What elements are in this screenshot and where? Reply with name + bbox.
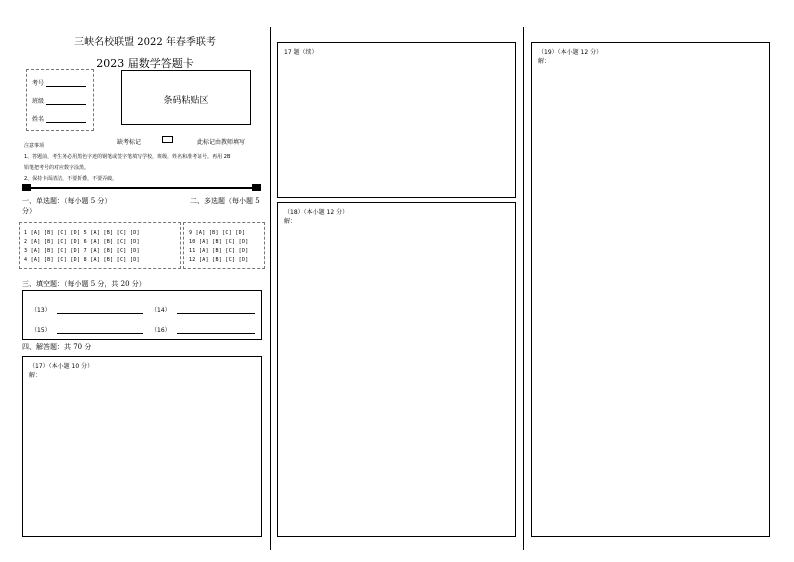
section2-title-a: 二、多选题（每小题 5 [190,197,260,205]
mc-row[interactable]: 1 [A] [B] [C] [D] 5 [A] [B] [C] [D] [24,230,140,236]
fill-item-16[interactable] [151,325,255,334]
fill-line [57,328,143,334]
answer-box-19[interactable] [531,42,770,537]
fill-label-16: （16） [151,327,171,334]
header-title-line2: 2023 届数学答题卡 [96,57,194,70]
fill-line [57,308,143,314]
name-label: 姓名 [32,116,45,123]
single-choice-grid [19,222,181,269]
name-row [32,114,86,123]
section3-title: 三、填空题：（每小题 5 分，共 20 分） [22,280,146,288]
barcode-area [121,70,251,125]
notice-line2: 铅笔把考号的对应数字涂黑。 [24,165,90,171]
mc-row[interactable]: 2 [A] [B] [C] [D] 6 [A] [B] [C] [D] [24,239,140,245]
exam-number-row [32,78,86,87]
exam-number-field[interactable] [46,81,86,87]
fill-line [177,308,255,314]
mc-row[interactable]: 10 [A] [B] [C] [D] [189,239,249,245]
student-info-box [26,69,94,131]
fill-in-box [22,290,262,340]
class-field[interactable] [46,99,86,105]
section1-title: 一、单选题：（每小题 5 分） [22,197,112,205]
notice-title: 注意事项 [24,143,45,149]
exam-number-label: 考号 [32,80,45,87]
question-19-heading: （19）（本小题 12 分） [538,49,603,56]
question-17-heading: （17）（本小题 10 分） [29,363,94,370]
fill-item-13[interactable] [31,305,143,314]
mc-row[interactable]: 3 [A] [B] [C] [D] 7 [A] [B] [C] [D] [24,248,140,254]
fill-label-13: （13） [31,307,51,314]
answer-box-17-continued[interactable] [277,42,516,198]
notice-line3: 2、保持卡面清洁，不要折叠，不要弄破。 [24,176,118,182]
mc-row[interactable]: 4 [A] [B] [C] [D] 8 [A] [B] [C] [D] [24,257,140,263]
mc-row[interactable]: 11 [A] [B] [C] [D] [189,248,249,254]
fill-item-14[interactable] [151,305,255,314]
absent-mark-label: 缺考标记 [117,139,142,146]
answer-box-18[interactable] [277,202,516,537]
absent-mark-checkbox[interactable] [162,136,173,143]
notice-line1: 1、答题前，考生务必用黑色字迹的钢笔或签字笔填写学校，班级，姓名和准考证号，再用 2B [24,154,231,160]
class-row [32,96,86,105]
separator-marker-left [22,184,31,191]
question-18-solution-label: 解： [284,218,297,225]
fill-label-14: （14） [151,307,171,314]
section4-title: 四、解答题：共 70 分 [22,343,92,351]
header-title-line1: 三峡名校联盟 2022 年春季联考 [74,37,216,48]
column-divider-1 [270,27,271,550]
fill-item-15[interactable] [31,325,143,334]
barcode-label: 条码粘贴区 [163,96,209,106]
answer-box-17[interactable] [22,356,262,537]
separator-line [24,187,261,189]
column-divider-2 [523,27,524,550]
separator-marker-right [252,184,261,191]
absent-mark-note: 此标记由教师填写 [197,139,246,146]
class-label: 班级 [32,98,45,105]
fill-line [177,328,255,334]
section2-title-b: 分） [22,207,36,215]
question-18-heading: （18）（本小题 12 分） [284,209,349,216]
mc-row[interactable]: 9 [A] [B] [C] [D] [189,230,246,236]
mc-row[interactable]: 12 [A] [B] [C] [D] [189,257,249,263]
question-19-solution-label: 解： [538,58,551,65]
question-17-continued-heading: 17 题（续） [284,49,318,56]
name-field[interactable] [46,117,86,123]
fill-label-15: （15） [31,327,51,334]
multi-choice-grid [183,222,265,269]
question-17-solution-label: 解： [29,372,42,379]
